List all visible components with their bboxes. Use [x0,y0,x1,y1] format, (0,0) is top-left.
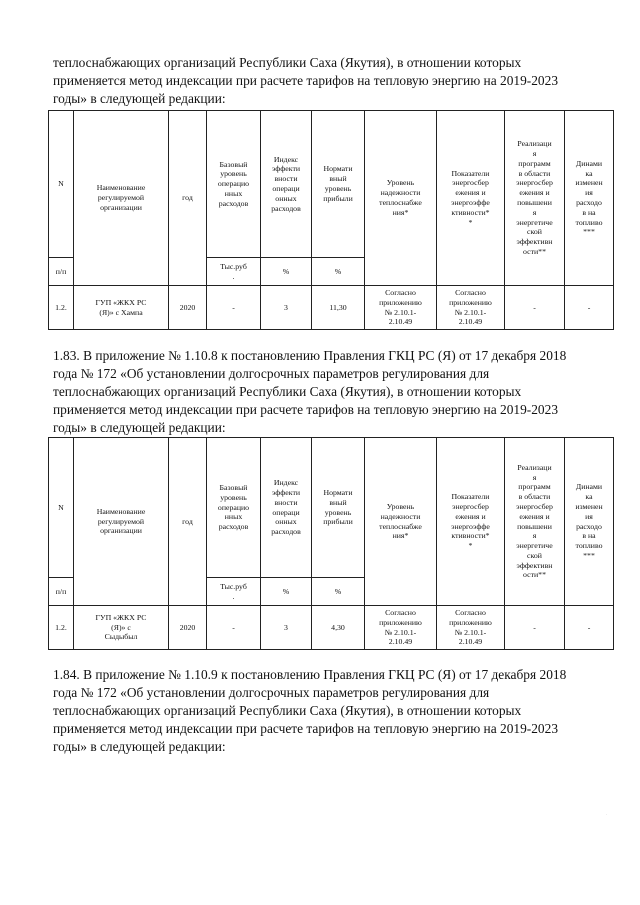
header-index-unit: % [261,578,312,606]
row-norm: 11,30 [312,286,365,330]
header-norm-unit: % [312,578,365,606]
table-row [49,606,614,650]
header-normative-profit: Нормати вный уровень прибыли [312,438,365,578]
row-norm: 4,30 [312,606,365,650]
header-year: год [169,438,207,606]
row-number: 1.2. [49,606,74,650]
header-n: N [49,111,74,258]
header-energy-efficiency: Показатели энергосбер ежения и энергоэффе ктивности* * [437,111,505,286]
header-npp: п/п [49,578,74,606]
paragraph-1-83: 1.83. В приложение № 1.10.8 к постановлению Правления ГКЦ РС (Я) от 17 декабря 2018 года № 172 «Об установлении долгосрочных параметров регулирования для теплоснабжающих организаций Республики Саха (Якутия), в отношении которых применяется метод индексации при расчете тарифов на тепловую энергию на 2019-2023 годы» в следующей редакции: [53,348,567,435]
header-efficiency-index: Индекс эффекти вности операци онных расходов [261,111,312,258]
header-reliability: Уровень надежности теплоснабже ния* [365,438,437,606]
row-year: 2020 [169,606,207,650]
header-fuel-dynamics: Динами ка изменен ия расходо в на топливо *** [565,438,614,606]
row-efficiency: Согласно приложению № 2.10.1- 2.10.49 [437,606,505,650]
header-base-unit: Тыс.руб . [207,578,261,606]
header-normative-profit: Нормати вный уровень прибыли [312,111,365,258]
row-efficiency: Согласно приложению № 2.10.1- 2.10.49 [437,286,505,330]
header-org-name: Наименование регулируемой организации [74,111,169,286]
intro-paragraph: теплоснабжающих организаций Республики Саха (Якутия), в отношении которых применяется метод индексации при расчете тарифов на тепловую энергию на 2019-2023 годы» в следующей редакции: [53,55,559,106]
row-base-level: - [207,606,261,650]
header-fuel-dynamics: Динами ка изменен ия расходо в на топливо *** [565,111,614,286]
row-dynamics: - [565,606,614,650]
header-n: N [49,438,74,578]
row-reliability: Согласно приложению № 2.10.1- 2.10.49 [365,286,437,330]
row-base-level: - [207,286,261,330]
header-base-unit: Тыс.руб . [207,258,261,286]
row-dynamics: - [565,286,614,330]
header-base-level: Базовый уровень операцио нных расходов [207,111,261,258]
header-energy-efficiency: Показатели энергосбер ежения и энергоэффе ктивности* * [437,438,505,606]
header-efficiency-index: Индекс эффекти вности операци онных расходов [261,438,312,578]
header-index-unit: % [261,258,312,286]
table-row [49,286,614,330]
row-programs: - [505,606,565,650]
header-npp: п/п [49,258,74,286]
row-number: 1.2. [49,286,74,330]
header-norm-unit: % [312,258,365,286]
header-base-level: Базовый уровень операцио нных расходов [207,438,261,578]
header-programs: Реализаци я программ в области энергосбер ежения и повышени я энергетиче ской эффективн ости** [505,438,565,606]
header-reliability: Уровень надежности теплоснабже ния* [365,111,437,286]
scan-speck: · [606,812,608,817]
header-programs: Реализаци я программ в области энергосбер ежения и повышени я энергетиче ской эффективн ости** [505,111,565,286]
paragraph-1-84: 1.84. В приложение № 1.10.9 к постановлению Правления ГКЦ РС (Я) от 17 декабря 2018 года № 172 «Об установлении долгосрочных параметров регулирования для теплоснабжающих организаций Республики Саха (Якутия), в отношении которых применяется метод индексации при расчете тарифов на тепловую энергию на 2019-2023 годы» в следующей редакции: [53,667,567,754]
tariff-table-1 [48,110,614,330]
tariff-table-2 [48,437,614,650]
row-year: 2020 [169,286,207,330]
header-year: год [169,111,207,286]
row-programs: - [505,286,565,330]
row-reliability: Согласно приложению № 2.10.1- 2.10.49 [365,606,437,650]
row-index: 3 [261,606,312,650]
row-organization: ГУП «ЖКХ РС (Я)» с Хампа [74,286,169,330]
row-index: 3 [261,286,312,330]
header-org-name: Наименование регулируемой организации [74,438,169,606]
row-organization: ГУП «ЖКХ РС (Я)» с Сыдыбыл [74,606,169,650]
